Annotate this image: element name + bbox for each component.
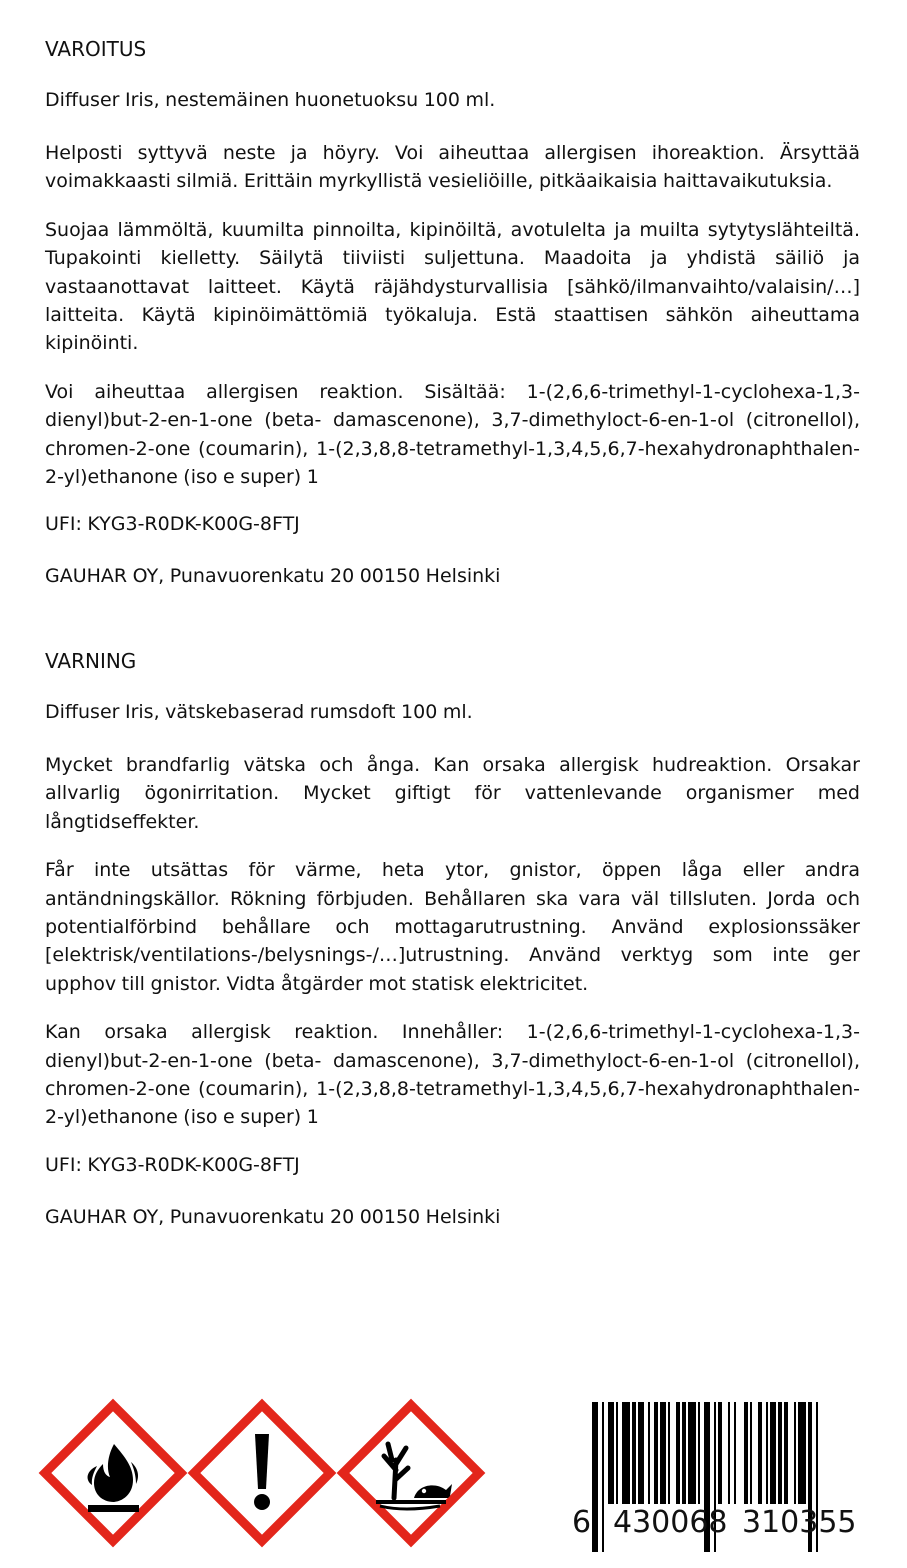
barcode-bar xyxy=(688,1402,696,1504)
swedish-product-line: Diffuser Iris, vätskebaserad rumsdoft 100 ml. xyxy=(45,701,473,723)
barcode-bar xyxy=(718,1402,722,1504)
barcode-first-digit: 6 xyxy=(572,1505,592,1540)
barcode-bar xyxy=(798,1402,806,1504)
barcode-bar xyxy=(744,1402,748,1504)
environment-hazard-icon xyxy=(336,1398,486,1548)
swedish-hazard-statements: Mycket brandfarlig vätska och ånga. Kan orsaka allergisk hudreaktion. Orsakar allvarlig ögonirritation. Mycket giftigt för vattenlevande organismer med långtidseffekter. xyxy=(45,754,860,833)
barcode-bar xyxy=(766,1402,768,1504)
barcode-bar xyxy=(616,1402,618,1504)
barcode-bar xyxy=(770,1402,776,1504)
barcode-bar xyxy=(632,1402,636,1504)
barcode-bar xyxy=(794,1402,796,1504)
barcode-right-group: 310355 xyxy=(742,1505,857,1540)
finnish-company-address: GAUHAR OY, Punavuorenkatu 20 00150 Helsinki xyxy=(45,565,501,588)
barcode-bar xyxy=(608,1402,614,1504)
barcode-bar xyxy=(784,1402,788,1504)
finnish-ufi-code: UFI: KYG3-R0DK-K00G-8FTJ xyxy=(45,513,300,536)
barcode-bar xyxy=(660,1402,666,1504)
exclamation-mark-icon xyxy=(187,1398,337,1548)
finnish-allergen-statement: Voi aiheuttaa allergisen reaktion. Sisältää: 1-(2,6,6-trimethyl-1-cyclohexa-1,3-dienyl)but-2-en-1-one (beta- damascenone), 3,7-dimethyloct-6-en-1-ol (citronellol), chromen-2-one (coumarin), 1-(2,3,8,8-tetramethyl-1,3,4,5,6,7-hexahydronaphthalen-2-yl)ethanone (iso e super) 1 xyxy=(45,380,860,489)
finnish-product-line: Diffuser Iris, nestemäinen huonetuoksu 100 ml. xyxy=(45,89,496,111)
finnish-warning-section xyxy=(45,36,860,615)
barcode-bar xyxy=(654,1402,658,1504)
swedish-heading: VARNING xyxy=(45,649,137,673)
swedish-ufi-code: UFI: KYG3-R0DK-K00G-8FTJ xyxy=(45,1153,300,1176)
finnish-heading: VAROITUS xyxy=(45,37,147,61)
barcode-bar xyxy=(778,1402,782,1504)
barcode-bar xyxy=(728,1402,730,1504)
swedish-company-address: GAUHAR OY, Punavuorenkatu 20 00150 Helsinki xyxy=(45,1205,501,1228)
finnish-hazard-statements: Helposti syttyvä neste ja höyry. Voi aiheuttaa allergisen ihoreaktion. Ärsyttää voimakkaasti silmiä. Erittäin myrkyllistä vesieliöille, pitkäaikaisia haittavaikutuksia. xyxy=(45,142,860,193)
barcode-bar xyxy=(682,1402,686,1504)
barcode-left-group: 430068 xyxy=(613,1505,728,1540)
barcode-bar xyxy=(698,1402,700,1504)
barcode-bar xyxy=(750,1402,752,1504)
barcode-bar xyxy=(592,1402,598,1552)
barcode-bar xyxy=(638,1402,644,1504)
barcode-bar xyxy=(676,1402,680,1504)
swedish-precautionary-statements: Får inte utsättas för värme, heta ytor, gnistor, öppen låga eller andra antändningskällor. Rökning förbjuden. Behållaren ska vara väl tillsluten. Jorda och potentialförbind behållare och mottagarutrustning. Använd explosionssäker [elektrisk/ventilations-/belysnings-/…]utrustning. Använd verktyg som inte ger upphov till gnistor. Vidta åtgärder mot statisk elektricitet. xyxy=(45,859,860,995)
flame-icon xyxy=(38,1398,188,1548)
swedish-allergen-statement: Kan orsaka allergisk reaktion. Innehåller: 1-(2,6,6-trimethyl-1-cyclohexa-1,3-dienyl)but-2-en-1-one (beta- damascenone), 3,7-dimethyloct-6-en-1-ol (citronellol), chromen-2-one (coumarin), 1-(2,3,8,8-tetramethyl-1,3,4,5,6,7-hexahydronaphthalen-2-yl)ethanone (iso e super) 1 xyxy=(45,1021,860,1129)
barcode-bar xyxy=(734,1402,736,1504)
barcode-bar xyxy=(622,1402,630,1504)
barcode-bar xyxy=(602,1402,604,1552)
barcode-bar xyxy=(758,1402,762,1504)
finnish-precautionary-statements: Suojaa lämmöltä, kuumilta pinnoilta, kipinöiltä, avotulelta ja muilta sytytyslähteiltä. Tupakointi kielletty. Säilytä tiiviisti suljettuna. Maadoita ja yhdistä säiliö ja vastaanottavat laitteet. Käytä räjähdysturvallisia [sähkö/ilmanvaihto/valaisin/…] laitteita. Käytä kipinöimättömiä työkaluja. Estä staattisen sähkön aiheuttama kipinöinti. xyxy=(45,218,860,355)
barcode-bar xyxy=(648,1402,650,1504)
barcode-bar xyxy=(668,1402,670,1504)
ghs-pictograms xyxy=(38,1398,488,1568)
swedish-warning-section xyxy=(45,648,860,1256)
